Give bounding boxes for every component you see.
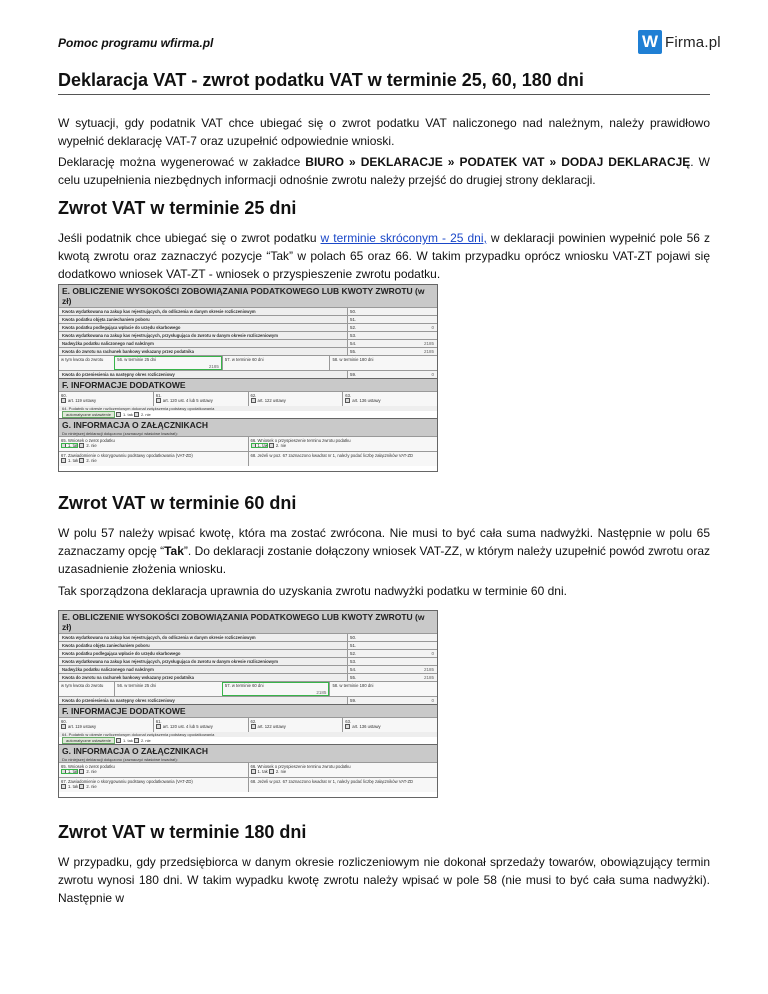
paragraph-60-days-2: Tak sporządzona deklaracja uprawnia do uzyskania zwrotu nadwyżki podatku w terminie 60 dni. bbox=[58, 584, 567, 598]
logo-text: Firma.pl bbox=[665, 33, 721, 51]
paragraph-180-days: W przypadku, gdy przedsiębiorca w danym okresie rozliczeniowym nie dokonał sprzedaży towarów, obowiązujący termin zwrotu wynosi 180 dni. W takim wypadku kwotę zwrotu należy wpisać w pole 58 (nie musi to być cała suma nadwyżki). Następnie w bbox=[58, 855, 710, 905]
heading-25-days: Zwrot VAT w terminie 25 dni bbox=[58, 198, 297, 218]
menu-path: BIURO » DEKLARACJE » PODATEK VAT » DODAJ DEKLARACJĘ bbox=[305, 155, 691, 169]
section-g-title: G. INFORMACJA O ZAŁĄCZNIKACH bbox=[59, 418, 437, 431]
form-screenshot-25: E. OBLICZENIE WYSOKOŚCI ZOBOWIĄZANIA PODATKOWEGO LUB KWOTY ZWROTU (w zł) Kwota wydatkowana na zakup kas rejestrujących, do odliczenia w danym okresie rozliczeniowym 50. Kwota podatku objęta zaniechaniem poboru 51. Kwota podatku podlegająca wpłacie do urzędu skarbowego 52. 0 Kwota wydatkowana na zakup kas rejestrujących, przysługująca do zwrotu w danym okresie rozliczeniowym 53. Nadwyżka podatku naliczonego nad należnym 54. 2185 Kwota do zwrotu na rachunek bankowy wskazany przez podatnika 55. 2185 w tym kwota do zwrotu 56. w terminie 25 dni 2185 57. w terminie 60 dni 58. w terminie 180 dni Kwota do przeniesienia na następny okres rozliczeniowy 59. 0 F. INFORMACJE DODATKOWE 60. art. 119 ustawy 61. art. 120 ust. 4 lub 5 ustawy 62. art. 122 ustawy 63. art. 136 ustawy 64. Podatnik w okresie rozliczeniowym dokonał zwiększenia podstawy opodatkowania automatyczne ustawienie 1. tak 2. nie G. INFORMACJA O ZAŁĄCZNIKACH Do niniejszej deklaracji dołączono (zaznaczyć właściwe kwadrat): 65. Wniosek o zwrot podatku 1. tak 2. nie 66. Wniosek o przyspieszenie terminu zwrotu podatku 1. tak 2. nie 67. Zawiadomienie o skorygowaniu podstawy opodatkowania (VAT-ZD) 1. tak 2. nie 68. Jeżeli w poz. 67 zaznaczono kwadrat nr 1, należy podać liczbę załączników VAT-ZD bbox=[58, 284, 438, 472]
heading-60-days: Zwrot VAT w terminie 60 dni bbox=[58, 493, 297, 513]
paragraph-25-days: Jeśli podatnik chce ubiegać się o zwrot podatku w terminie skróconym - 25 dni, w deklaracji powinien wypełnić pole 56 z kwotą zwrotu oraz zaznaczyć pozycje “Tak” w polach 65 oraz 66. W takim przypadku oprócz wniosku VAT-ZT pojawi się dodatkowo wniosek VAT-ZT - wniosek o przyspieszenie zwrotu podatku. bbox=[58, 231, 710, 281]
paragraph-60-days: W polu 57 należy wpisać kwotę, która ma zostać zwrócona. Nie musi to być cała suma nadwyżki. Następnie w polu 65 zaznaczamy opcję “Tak”. Do deklaracji zostanie dołączony wniosek VAT-ZZ, w którym należy uzupełnić powód zwrotu oraz uzasadnienie złożenia wniosku. bbox=[58, 526, 710, 576]
form-screenshot-60: E. OBLICZENIE WYSOKOŚCI ZOBOWIĄZANIA PODATKOWEGO LUB KWOTY ZWROTU (w zł) Kwota wydatkowana na zakup kas rejestrujących, do odliczenia w danym okresie rozliczeniowym 50. Kwota podatku objęta zaniechaniem poboru 51. Kwota podatku podlegająca wpłacie do urzędu skarbowego 52. 0 Kwota wydatkowana na zakup kas rejestrujących, przysługująca do zwrotu w danym okresie rozliczeniowym 53. Nadwyżka podatku naliczonego nad należnym 54. 2185 Kwota do zwrotu na rachunek bankowy wskazany przez podatnika 55. 2185 w tym kwota do zwrotu 56. w terminie 25 dni 57. w terminie 60 dni 2185 58. w terminie 180 dni Kwota do przeniesienia na następny okres rozliczeniowy 59. 0 F. INFORMACJE DODATKOWE 60. art. 119 ustawy 61. art. 120 ust. 4 lub 5 ustawy 62. art. 122 ustawy 63. art. 136 ustawy 64. Podatnik w okresie rozliczeniowym dokonał zwiększenia podstawy opodatkowania automatyczne ustawienie 1. tak 2. nie G. INFORMACJA O ZAŁĄCZNIKACH Do niniejszej deklaracji dołączono (zaznaczyć właściwe kwadrat): 65. Wniosek o zwrot podatku 1. tak 2. nie 66. Wniosek o przyspieszenie terminu zwrotu podatku 1. tak 2. nie 67. Zawiadomienie o skorygowaniu podstawy opodatkowania (VAT-ZD) 1. tak 2. nie 68. Jeżeli w poz. 67 zaznaczono kwadrat nr 1, należy podać liczbę załączników VAT-ZD bbox=[58, 610, 438, 798]
heading-180-days: Zwrot VAT w terminie 180 dni bbox=[58, 822, 307, 842]
section-e-title: E. OBLICZENIE WYSOKOŚCI ZOBOWIĄZANIA PODATKOWEGO LUB KWOTY ZWROTU (w zł) bbox=[59, 285, 437, 307]
wfirma-logo[interactable] bbox=[638, 30, 721, 54]
logo-w-icon: W bbox=[638, 30, 662, 54]
intro-paragraph-1: W sytuacji, gdy podatnik VAT chce ubiegać się o zwrot podatku VAT naliczonego nad należnym, należy prawidłowo wypełnić deklarację VAT-7 oraz uzupełnić odpowiednie wnioski. bbox=[58, 116, 710, 148]
short-term-link[interactable]: w terminie skróconym - 25 dni, bbox=[320, 231, 487, 245]
page-title: Deklaracja VAT - zwrot podatku VAT w terminie 25, 60, 180 dni bbox=[58, 70, 710, 95]
section-f-title: F. INFORMACJE DODATKOWE bbox=[59, 378, 437, 391]
help-title: Pomoc programu wfirma.pl bbox=[58, 36, 214, 50]
intro-paragraph-2: Deklarację można wygenerować w zakładce BIURO » DEKLARACJE » PODATEK VAT » DODAJ DEKLARACJĘ. W celu uzupełnienia niezbędnych informacji odnośnie zwrotu należy przejść do drugiej strony deklaracji. bbox=[58, 155, 710, 187]
